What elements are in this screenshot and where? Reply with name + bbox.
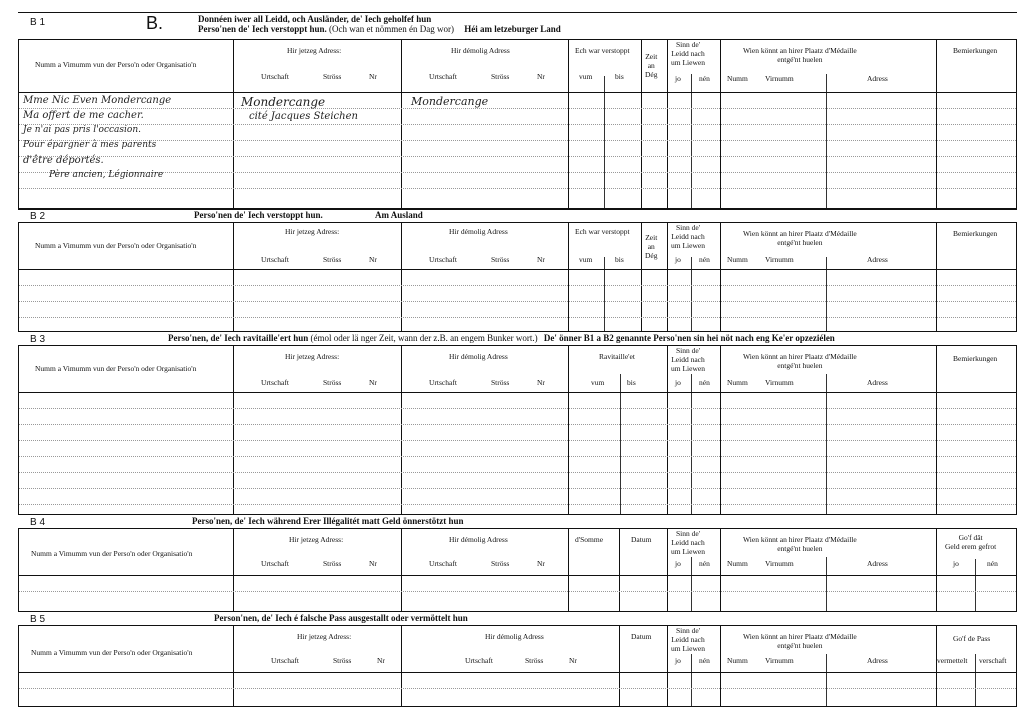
handwritten-name-line: Ma offert de me cacher. (23, 110, 144, 121)
section-b5 (18, 611, 1017, 705)
section-b1-title-line2 (198, 24, 561, 34)
section-b3-rule (18, 331, 1017, 332)
handwritten-name-line: Pour épargner à mes parents (23, 140, 157, 150)
section-b5-grid (18, 625, 1017, 707)
header-hid: Ech war verstoppt (575, 46, 630, 55)
header-name: Numm a Vimumm vun der Perso'n oder Organisatio'n (35, 364, 197, 373)
header-medal: Wien könnt an hirer Plaatz d'Médaille entgé'nt huelen (743, 535, 857, 553)
header-former-address: Hir démolig Adress (485, 632, 544, 641)
header-virnumm: Virnumm (765, 378, 794, 387)
header-name: Numm a Vimumm vun der Perso'n oder Organisatio'n (31, 549, 193, 558)
section-b1-title-note: (Och wan et nömmen én Dag wor) (329, 24, 454, 34)
header-medal: Wien könnt an hirer Plaatz d'Médaille entgé'nt huelen (743, 632, 857, 650)
header-nen: nén (699, 255, 710, 264)
header-remarks: Bemierkungen (953, 46, 998, 55)
header-uurtschaft: Urtschaft (261, 378, 289, 387)
header-bis: bis (615, 72, 624, 81)
handwritten-name-line: Je n'ai pas pris l'occasion. (23, 125, 141, 135)
header-nr: Nr (369, 378, 377, 387)
header-adress: Adress (867, 74, 888, 83)
section-b4-title: Perso'nen, de' Iech während Erer Illégalitét matt Geld önnerstötzt hun (192, 516, 464, 526)
header-adress: Adress (867, 255, 888, 264)
header-uurtschaft: Urtschaft (429, 255, 457, 264)
header-zeit: Zeit an Dég (645, 233, 658, 260)
header-current-address: Hir jetzeg Adress: (287, 46, 342, 55)
header-nen: nén (699, 74, 710, 83)
header-jo: jo (675, 74, 681, 83)
section-b3-id: B 3 (30, 334, 46, 345)
header-sinn: Sinn de' Leidd nach um Liewen (671, 626, 705, 653)
section-b2-title-main: Perso'nen de' Iech verstoppt hun. (194, 210, 323, 220)
header-adress: Adress (867, 656, 888, 665)
header-jo: jo (953, 559, 959, 568)
header-adress: Adress (867, 378, 888, 387)
header-former-address: Hir démolig Adress (449, 352, 508, 361)
header-medal: Wien könnt an hirer Plaatz d'Médaille entgé'nt huelen (743, 46, 857, 64)
handwritten-name-line: d'être déportés. (23, 155, 104, 166)
header-nr: Nr (537, 559, 545, 568)
section-b2-id: B 2 (30, 211, 46, 222)
header-nen: nén (699, 378, 710, 387)
header-former-address: Hir démolig Adress (449, 227, 508, 236)
header-uurtschaft: Urtschaft (465, 656, 493, 665)
header-nr: Nr (537, 378, 545, 387)
header-stross: Ströss (491, 378, 510, 387)
header-nen: nén (699, 559, 710, 568)
header-numm: Numm (727, 378, 748, 387)
section-b2 (18, 208, 1017, 330)
header-numm: Numm (727, 74, 748, 83)
header-jo: jo (675, 559, 681, 568)
section-b2-title (194, 210, 423, 220)
header-uurtschaft: Urtschaft (261, 72, 289, 81)
section-b5-id: B 5 (30, 614, 46, 625)
section-b4-grid (18, 528, 1017, 612)
header-vum: vum (579, 72, 593, 81)
header-current-address: Hir jetzeg Adress: (297, 632, 352, 641)
header-zeit: Zeit an Dég (645, 52, 658, 79)
header-nr: Nr (537, 255, 545, 264)
header-stross: Ströss (323, 255, 342, 264)
section-b1-title-line1: Donnéen iwer all Leidd, och Ausländer, de' Iech geholfef hun (198, 14, 432, 24)
handwritten-name-line: Mme Nic Even Mondercange (23, 95, 172, 106)
handwritten-former-place: Mondercange (411, 95, 489, 108)
header-stross: Ströss (525, 656, 544, 665)
header-datum: Datum (631, 632, 652, 641)
header-vum: vum (579, 255, 593, 264)
header-ravitailleet: Ravitaille'et (599, 352, 635, 361)
header-verschaft: verschaft (979, 656, 1007, 665)
handwritten-current-place: Mondercange (241, 95, 326, 109)
section-b3-grid (18, 345, 1017, 515)
section-b1-title-right: Héi am letzeburger Land (464, 24, 561, 34)
header-stross: Ströss (323, 378, 342, 387)
header-uurtschaft: Urtschaft (261, 559, 289, 568)
header-numm: Numm (727, 255, 748, 264)
header-nr: Nr (369, 72, 377, 81)
header-current-address: Hir jetzeg Adress: (289, 535, 344, 544)
header-bis: bis (615, 255, 624, 264)
section-b1-rule (18, 12, 1017, 13)
section-b1-letter: B. (146, 13, 164, 33)
header-jo: jo (675, 656, 681, 665)
header-stross: Ströss (333, 656, 352, 665)
section-b4-rule (18, 514, 1017, 515)
header-stross: Ströss (491, 255, 510, 264)
header-name: Numm a Vimumm vun der Perso'n oder Organisatio'n (31, 648, 193, 657)
section-b1-grid (18, 39, 1017, 210)
header-somme: d'Somme (575, 535, 604, 544)
handwritten-name-line: Père ancien, Légionnaire (49, 170, 164, 180)
section-b3-title-main: Perso'nen, de' Iech ravitaille'ert hun (168, 333, 309, 343)
header-nen: nén (987, 559, 998, 568)
header-nr: Nr (569, 656, 577, 665)
header-jo: jo (675, 378, 681, 387)
header-remarks: Bemierkungen (953, 354, 998, 363)
section-b4-id: B 4 (30, 517, 46, 528)
header-medal: Wien könnt an hirer Plaatz d'Médaille entgé'nt huelen (743, 352, 857, 370)
header-stross: Ströss (323, 559, 342, 568)
header-current-address: Hir jetzeg Adress: (285, 352, 340, 361)
header-nr: Nr (377, 656, 385, 665)
section-b3-title (168, 333, 835, 343)
header-sinn: Sinn de' Leidd nach um Liewen (671, 529, 705, 556)
header-stross: Ströss (491, 72, 510, 81)
section-b4 (18, 514, 1017, 610)
header-vermettelt: vermettelt (937, 656, 968, 665)
section-b5-rule (18, 611, 1017, 612)
section-b5-title: Person'nen, de' Iech é falsche Pass ausgestallt oder vermöttelt hun (214, 613, 468, 623)
header-gof-geld: Go'f dât Geld erem gefrot (945, 533, 997, 551)
header-name: Numm a Vimumm vun der Perso'n oder Organisatio'n (35, 241, 197, 250)
header-datum: Datum (631, 535, 652, 544)
header-uurtschaft: Urtschaft (429, 559, 457, 568)
header-uurtschaft: Urtschaft (261, 255, 289, 264)
handwritten-current-street: cité Jacques Steichen (249, 111, 358, 122)
header-uurtschaft: Urtschaft (429, 72, 457, 81)
section-b1-id: B 1 (30, 17, 46, 28)
section-b2-title-right: Am Ausland (375, 210, 423, 220)
header-nr: Nr (537, 72, 545, 81)
section-b3 (18, 331, 1017, 513)
header-sinn: Sinn de' Leidd nach um Liewen (671, 223, 705, 250)
header-numm: Numm (727, 559, 748, 568)
section-b1-title-main: Perso'nen de' Iech verstoppt hun. (198, 24, 327, 34)
header-bis: bis (627, 378, 636, 387)
header-uurtschaft: Urtschaft (271, 656, 299, 665)
header-sinn: Sinn de' Leidd nach um Liewen (671, 40, 705, 67)
header-vum: vum (591, 378, 605, 387)
header-current-address: Hir jetzeg Adress: (285, 227, 340, 236)
header-virnumm: Virnumm (765, 656, 794, 665)
header-medal: Wien könnt an hirer Plaatz d'Médaille entgé'nt huelen (743, 229, 857, 247)
header-nen: nén (699, 656, 710, 665)
section-b3-title-note: (émol oder lä nger Zeit, wann der z.B. an engem Bunker wort.) (310, 333, 538, 343)
section-b2-grid (18, 222, 1017, 332)
header-former-address: Hir démolig Adress (449, 535, 508, 544)
section-b3-title-right: De' önner B1 a B2 genannte Perso'nen sin hei nöt nach eng Ke'er opzeziélen (543, 333, 835, 343)
header-hid: Ech war verstoppt (575, 227, 630, 236)
header-nr: Nr (369, 559, 377, 568)
header-sinn: Sinn de' Leidd nach um Liewen (671, 346, 705, 373)
header-remarks: Bemierkungen (953, 229, 998, 238)
header-jo: jo (675, 255, 681, 264)
section-b1 (18, 12, 1017, 208)
header-stross: Ströss (491, 559, 510, 568)
header-name: Numm a Vimumm vun der Perso'n oder Organisatio'n (35, 60, 197, 69)
header-stross: Ströss (323, 72, 342, 81)
header-nr: Nr (369, 255, 377, 264)
header-virnumm: Virnumm (765, 559, 794, 568)
header-virnumm: Virnumm (765, 255, 794, 264)
header-former-address: Hir démolig Adress (451, 46, 510, 55)
header-adress: Adress (867, 559, 888, 568)
header-uurtschaft: Urtschaft (429, 378, 457, 387)
header-numm: Numm (727, 656, 748, 665)
header-virnumm: Virnumm (765, 74, 794, 83)
header-gof-pass: Go'f de Pass (953, 634, 991, 643)
section-b2-rule (18, 208, 1017, 209)
